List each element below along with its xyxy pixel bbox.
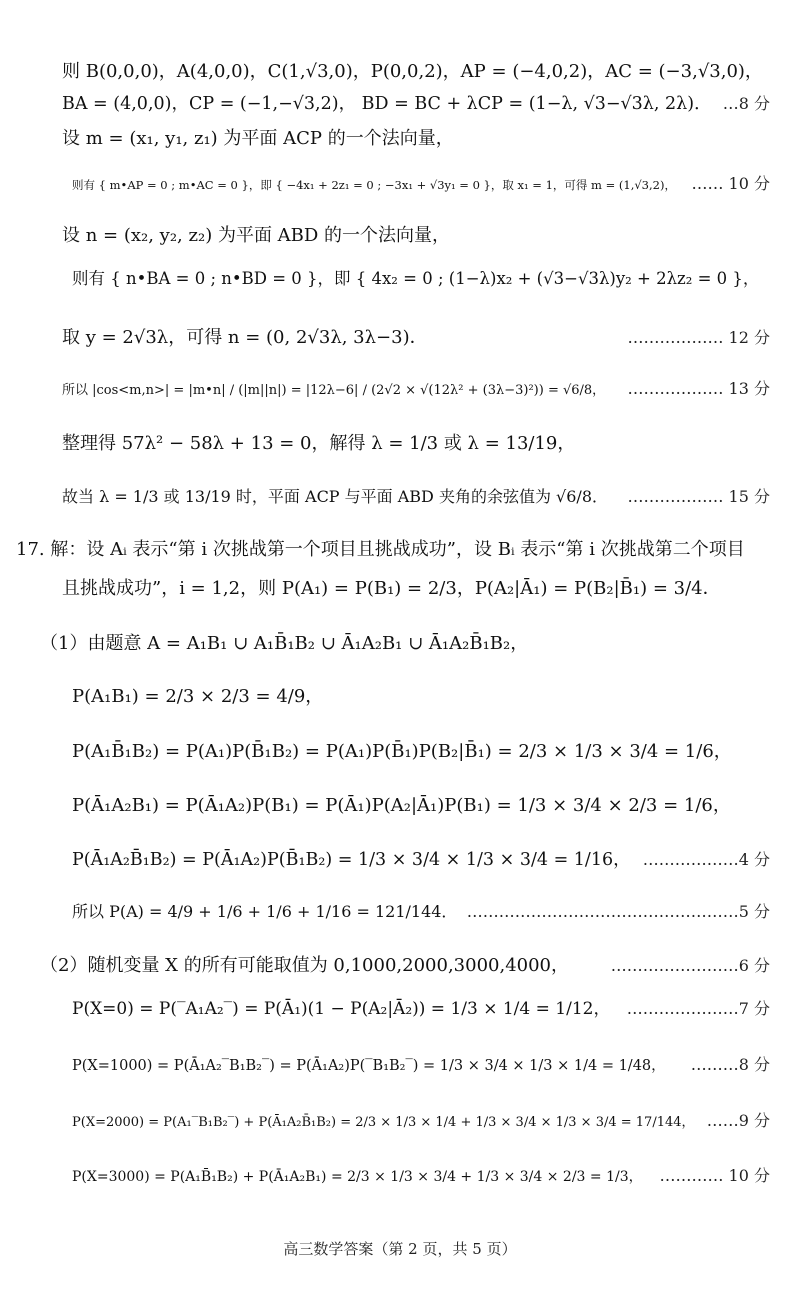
line-text: P(Ā₁A₂B̄₁B₂) = P(Ā₁A₂)P(B̄₁B₂) = 1/3 × 3/4 × 1/3 × 3/4 = 1/16， [72,850,631,870]
line-text: 设 m = (x₁, y₁, z₁) 为平面 ACP 的一个法向量， [62,128,454,149]
line-text: 故当 λ = 1/3 或 13/19 时，平面 ACP 与平面 ABD 夹角的余弦值为 √6/8． [62,487,609,506]
cosine-formula [62,375,770,405]
part2-x0 [72,995,770,1023]
coords-line [62,58,770,86]
line-text: P(A₁B̄₁B₂) = P(A₁)P(B̄₁B₂) = P(A₁)P(B̄₁)P(B₂|B̄₁) = 2/3 × 1/3 × 3/4 = 1/6， [72,741,732,762]
line-text: （1）由题意 A = A₁B₁ ∪ A₁B̄₁B₂ ∪ Ā₁A₂B₁ ∪ Ā₁A₂B̄₁B₂， [40,633,529,654]
part2-x1000 [72,1051,770,1080]
normal-n-result [62,324,770,352]
line-text: 设 n = (x₂, y₂, z₂) 为平面 ABD 的一个法向量， [62,225,451,246]
normal-n-system [72,265,770,293]
line-text: 取 y = 2√3λ，可得 n = (0, 2√3λ, 3λ−3)． [62,327,428,348]
line-text: BA = (4,0,0)，CP = (−1,−√3,2)， BD = BC + λCP = (1−λ, √3−√3λ, 2λ)． [62,94,712,114]
line-text: P(Ā₁A₂B₁) = P(Ā₁A₂)P(B₁) = P(Ā₁)P(A₂|Ā₁)P(B₁) = 1/3 × 3/4 × 2/3 = 1/6， [72,795,731,816]
part1-p1 [72,683,770,711]
line-text: P(A₁B₁) = 2/3 × 2/3 = 4/9， [72,686,324,707]
score-mark: ……………………6 分 [610,956,770,975]
line-text: 则有 { n•BA = 0 ; n•BD = 0 }，即 { 4x₂ = 0 ; (1−λ)x₂ + (√3−√3λ)y₂ + 2λz₂ = 0 }， [72,269,760,288]
quadratic-solution [62,430,770,458]
line-text: 所以 P(A) = 4/9 + 1/6 + 1/6 + 1/16 = 121/144． [72,902,458,921]
line-text: 且挑战成功”，i = 1,2，则 P(A₁) = P(B₁) = 2/3，P(A₂|Ā₁) = P(B₂|B̄₁) = 3/4． [62,578,721,599]
line-text: P(X=3000) = P(A₁B̄₁B₂) + P(Ā₁A₂B₁) = 2/3 × 1/3 × 3/4 + 1/3 × 3/4 × 2/3 = 1/3， [72,1169,643,1185]
part2-x2000 [72,1107,770,1137]
line-text: 则有 { m•AP = 0 ; m•AC = 0 }，即 { −4x₁ + 2z₁ = 0 ; −3x₁ + √3y₁ = 0 }，取 x₁ = 1，可得 m = (1,√3,2)， [72,178,676,192]
line-text: 所以 |cos<m,n>| = |m•n| / (|m||n|) = |12λ−6| / (2√2 × √(12λ² + (3λ−3)²)) = √6/8， [62,383,606,398]
line-text: P(X=2000) = P(A₁‾B₁B₂‾) + P(Ā₁A₂B̄₁B₂) = 2/3 × 1/3 × 1/4 + 1/3 × 3/4 × 1/3 × 3/4 = 17/144， [72,1115,695,1130]
score-mark: ……………… 12 分 [627,328,770,347]
part1-event [40,630,770,658]
line-text: 整理得 57λ² − 58λ + 13 = 0，解得 λ = 1/3 或 λ = 13/19， [62,433,576,454]
normal-n-intro [62,222,770,250]
part2-x3000 [72,1162,770,1191]
score-mark: ……9 分 [706,1111,770,1130]
part2-values [40,952,770,980]
score-mark: …8 分 [722,94,770,113]
q17-given [62,575,770,603]
q17-setup [16,536,770,564]
part1-total [72,898,770,926]
score-mark: ………………4 分 [642,850,770,869]
score-mark: ……………… 13 分 [627,379,770,398]
part1-p2 [72,738,770,766]
conclusion-16 [62,483,770,511]
line-text: 17. 解：设 Aᵢ 表示“第 i 次挑战第一个项目且挑战成功”，设 Bᵢ 表示“第 i 次挑战第二个项目 [16,539,745,560]
score-mark: ……………………………………………5 分 [466,902,770,921]
score-mark: ………… 10 分 [659,1166,770,1185]
score-mark: ……………… 15 分 [627,487,770,506]
line-text: P(X=0) = P(‾A₁A₂‾) = P(Ā₁)(1 − P(A₂|Ā₂)) = 1/3 × 1/4 = 1/12， [72,999,611,1019]
score-mark: …… 10 分 [691,174,770,193]
vector-line [62,90,770,118]
line-text: 则 B(0,0,0)，A(4,0,0)，C(1,√3,0)，P(0,0,2)，AP = (−4,0,2)，AC = (−3,√3,0)， [62,61,763,82]
score-mark: ………8 分 [690,1055,770,1074]
part1-p3 [72,792,770,820]
score-mark: …………………7 分 [626,999,770,1018]
part1-p4 [72,846,770,874]
normal-m-intro [62,125,770,153]
normal-m-system [72,170,770,199]
line-text: P(X=1000) = P(Ā₁A₂‾B₁B₂‾) = P(Ā₁A₂)P(‾B₁B₂‾) = 1/3 × 3/4 × 1/3 × 1/4 = 1/48， [72,1058,666,1074]
page-footer: 高三数学答案（第 2 页，共 5 页） [283,1240,517,1258]
line-text: （2）随机变量 X 的所有可能取值为 0,1000,2000,3000,4000， [40,955,570,976]
